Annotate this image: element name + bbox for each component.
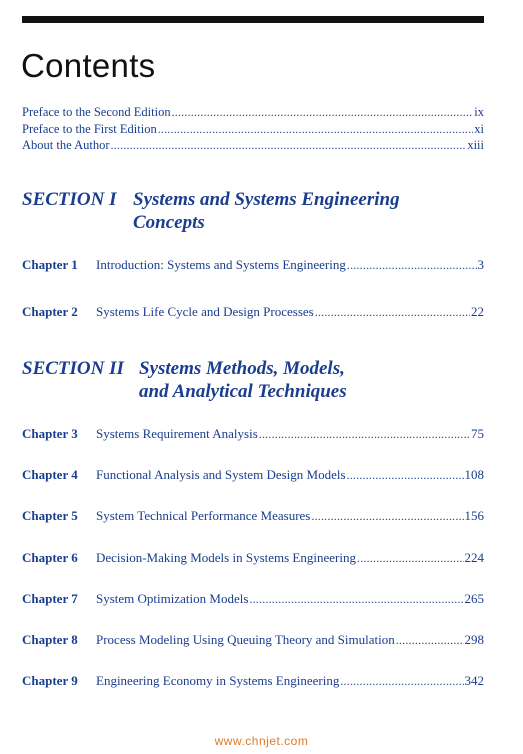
top-rule xyxy=(22,16,484,23)
section-title-line1: Systems Methods, Models, xyxy=(139,358,345,379)
chapter-entry[interactable] xyxy=(22,507,484,525)
dot-leader xyxy=(315,304,470,321)
chapter-entry[interactable] xyxy=(22,466,484,484)
chapter-page: 342 xyxy=(464,673,484,688)
chapter-page: 22 xyxy=(471,304,484,319)
chapter-number: Chapter 7 xyxy=(22,591,78,606)
chapter-page: 108 xyxy=(464,467,484,482)
chapter-page: 75 xyxy=(471,426,484,441)
dot-leader xyxy=(111,137,467,154)
chapter-entry[interactable] xyxy=(22,303,484,321)
chapter-title: System Optimization Models xyxy=(96,591,249,606)
chapter-entry[interactable] xyxy=(22,256,484,274)
dot-leader xyxy=(259,426,470,443)
chapter-title: Introduction: Systems and Systems Engineering xyxy=(96,257,346,272)
front-matter-label: About the Author xyxy=(22,138,110,152)
chapter-title: Engineering Economy in Systems Engineering xyxy=(96,673,340,688)
dot-leader xyxy=(340,673,463,690)
page-title: Contents xyxy=(21,47,156,84)
chapter-page: 156 xyxy=(464,508,484,523)
chapter-number: Chapter 9 xyxy=(22,673,78,688)
dot-leader xyxy=(249,591,463,608)
chapter-entry[interactable] xyxy=(22,631,484,649)
dot-leader xyxy=(172,104,474,121)
front-matter-entry[interactable] xyxy=(22,121,484,138)
chapter-title: Functional Analysis and System Design Models xyxy=(96,467,346,482)
chapter-number: Chapter 5 xyxy=(22,508,78,523)
section-number: SECTION II xyxy=(22,358,124,379)
dot-leader xyxy=(357,550,464,567)
front-matter-page: xi xyxy=(474,121,484,136)
chapter-title: Systems Requirement Analysis xyxy=(96,426,258,441)
chapter-title: Decision-Making Models in Systems Engineering xyxy=(96,550,356,565)
chapter-entry[interactable] xyxy=(22,425,484,443)
front-matter-page: xiii xyxy=(467,138,484,152)
chapter-title: Process Modeling Using Queuing Theory and Simulation xyxy=(96,632,395,647)
section-title-line2: Concepts xyxy=(133,212,205,233)
watermark: www.chnjet.com xyxy=(214,734,309,748)
dot-leader xyxy=(158,121,474,138)
front-matter-label: Preface to the First Edition xyxy=(22,121,157,136)
front-matter-page: ix xyxy=(474,105,484,119)
chapter-number: Chapter 6 xyxy=(22,550,78,565)
chapter-entry[interactable] xyxy=(22,549,484,567)
section-title-line1: Systems and Systems Engineering xyxy=(133,189,400,210)
chapter-page: 265 xyxy=(464,591,484,606)
chapter-page: 3 xyxy=(477,257,484,272)
section-title-line2: and Analytical Techniques xyxy=(139,381,347,402)
dot-leader xyxy=(396,632,464,649)
front-matter-entry[interactable] xyxy=(22,104,484,121)
section-number: SECTION I xyxy=(22,189,117,210)
chapter-number: Chapter 8 xyxy=(22,632,78,647)
chapter-number: Chapter 1 xyxy=(22,257,78,272)
front-matter-entry[interactable] xyxy=(22,137,484,154)
front-matter-list xyxy=(22,104,484,154)
chapter-page: 224 xyxy=(464,550,484,565)
front-matter-label: Preface to the Second Edition xyxy=(22,105,171,119)
dot-leader xyxy=(347,467,464,484)
chapter-title: Systems Life Cycle and Design Processes xyxy=(96,304,314,319)
chapter-number: Chapter 3 xyxy=(22,426,78,441)
dot-leader xyxy=(311,508,463,525)
dot-leader xyxy=(347,257,477,274)
chapter-entry[interactable] xyxy=(22,672,484,690)
chapter-page: 298 xyxy=(464,632,484,647)
chapter-number: Chapter 4 xyxy=(22,467,78,482)
chapter-title: System Technical Performance Measures xyxy=(96,508,311,523)
chapter-number: Chapter 2 xyxy=(22,304,78,319)
chapter-entry[interactable] xyxy=(22,590,484,608)
